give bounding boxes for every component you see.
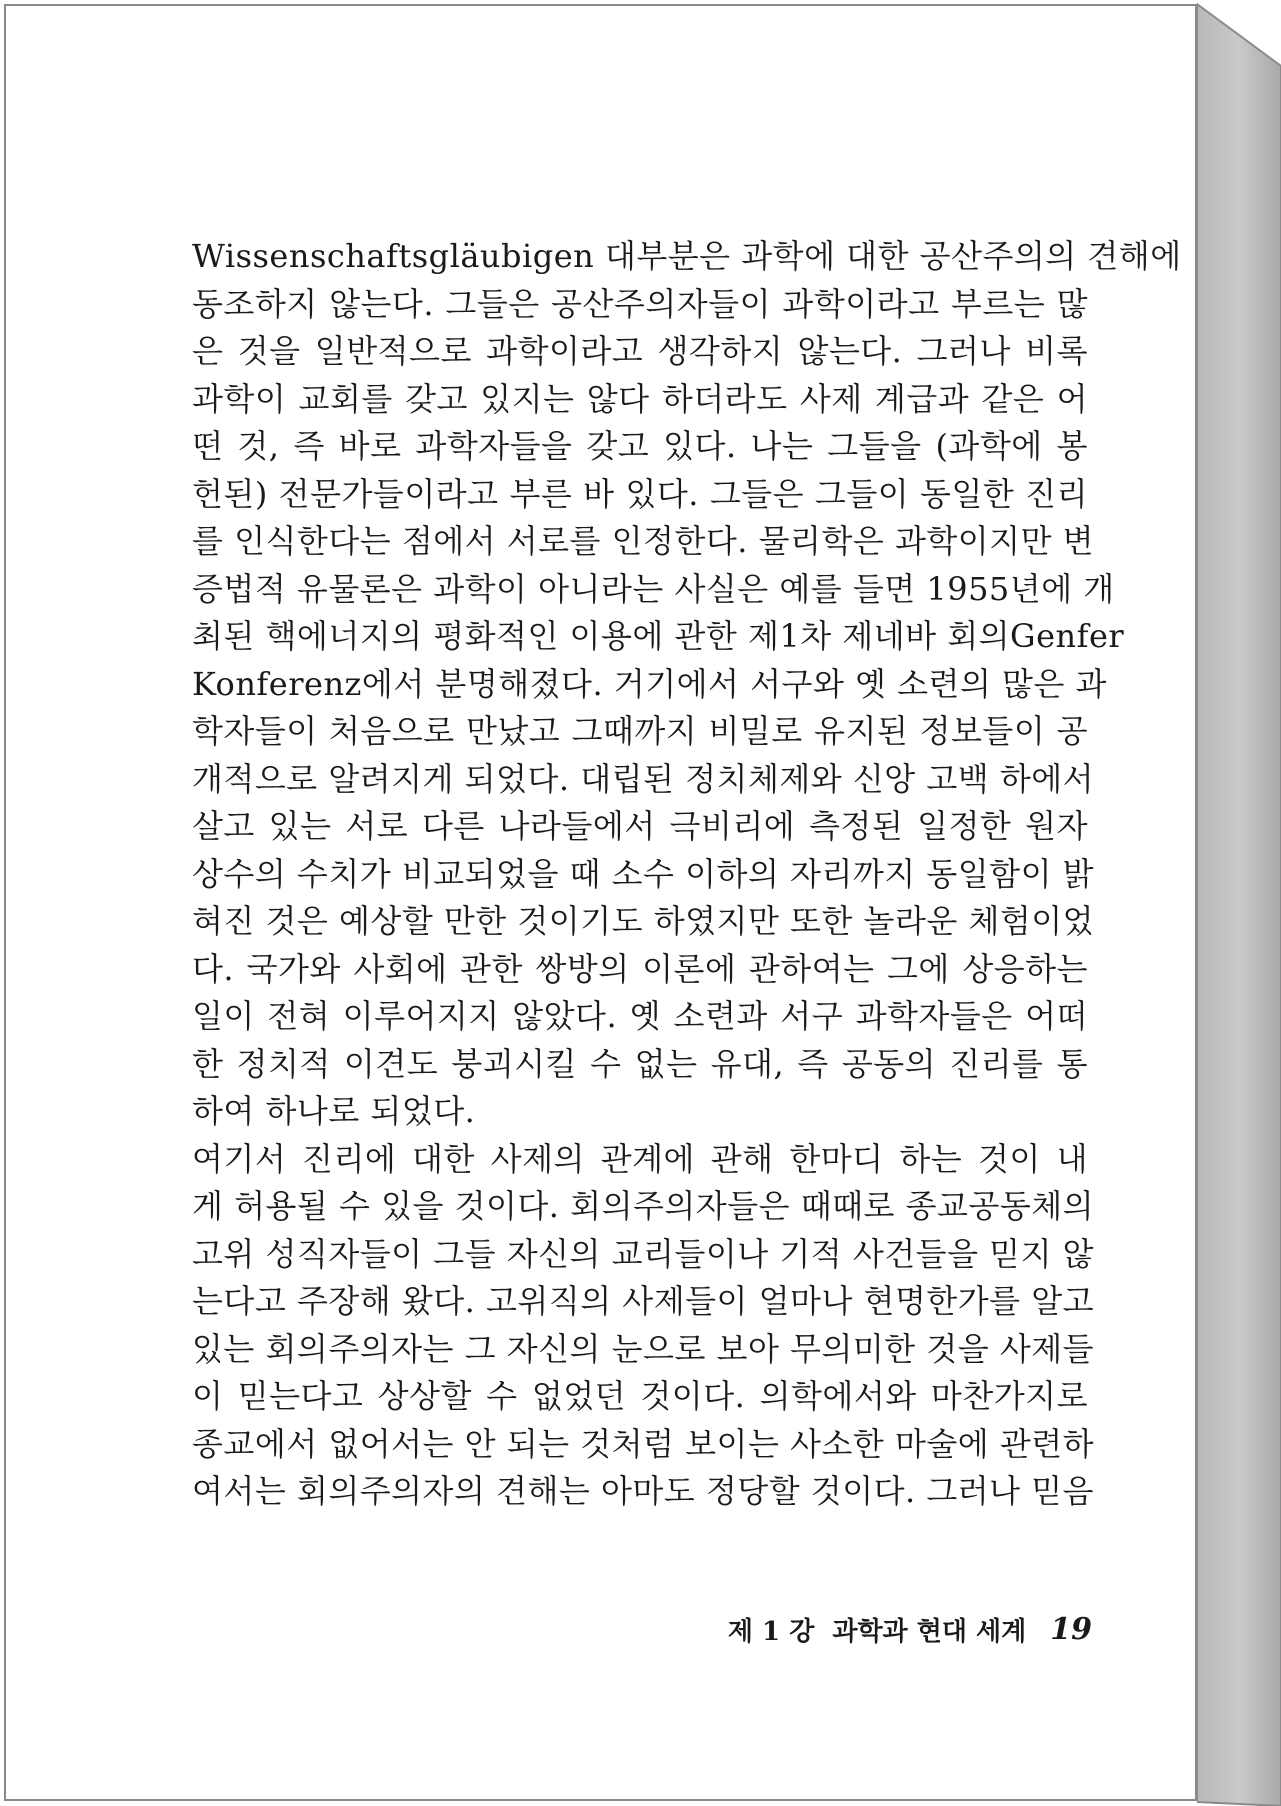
text-line: 여기서 진리에 대한 사제의 관계에 관해 한마디 하는 것이 내	[192, 1139, 1088, 1178]
text-line: 최된 핵에너지의 평화적인 이용에 관한 제1차 제네바 회의Genfer	[192, 617, 1125, 655]
text-line: 이 믿는다고 상상할 수 없었던 것이다. 의학에서와 마찬가지로	[192, 1377, 1088, 1415]
text-line: 종교에서 없어서는 안 되는 것처럼 보이는 사소한 마술에 관련하	[192, 1424, 1095, 1463]
footer-chapter: 제 1 강	[727, 1616, 815, 1647]
page-number: 19	[1050, 1611, 1092, 1647]
footer-title: 과학과 현대 세계	[832, 1616, 1027, 1647]
text-line: 게 허용될 수 있을 것이다. 회의주의자들은 때때로 종교공동체의	[192, 1187, 1095, 1225]
text-line: 여서는 회의주의자의 견해는 아마도 정당할 것이다. 그러나 믿음	[192, 1472, 1095, 1510]
text-line: 살고 있는 서로 다른 나라들에서 극비리에 측정된 일정한 원자	[192, 807, 1088, 845]
text-line: Wissenschaftsgläubigen 대부분은 과학에 대한 공산주의의 견해에	[192, 237, 1182, 275]
text-line: 은 것을 일반적으로 과학이라고 생각하지 않는다. 그러나 비록	[192, 332, 1088, 370]
text-line: 는다고 주장해 왔다. 고위직의 사제들이 얼마나 현명한가를 알고	[192, 1282, 1095, 1320]
text-line: 증법적 유물론은 과학이 아니라는 사실은 예를 들면 1955년에 개	[192, 569, 1115, 608]
book-page	[4, 4, 1197, 1801]
text-line: 헌된) 전문가들이라고 부른 바 있다. 그들은 그들이 동일한 진리	[192, 474, 1088, 513]
text-line: 떤 것, 즉 바로 과학자들을 갖고 있다. 나는 그들을 (과학에 봉	[192, 427, 1088, 465]
text-line: 과학이 교회를 갖고 있지는 않다 하더라도 사제 계급과 같은 어	[192, 379, 1088, 418]
text-line: 일이 전혀 이루어지지 않았다. 옛 소련과 서구 과학자들은 어떠	[192, 997, 1088, 1035]
text-line: 를 인식한다는 점에서 서로를 인정한다. 물리학은 과학이지만 변	[192, 522, 1095, 560]
text-line: 고위 성직자들이 그들 자신의 교리들이나 기적 사건들을 믿지 않	[192, 1234, 1095, 1273]
book-edge	[1197, 0, 1281, 1806]
text-line: Konferenz에서 분명해졌다. 거기에서 서구와 옛 소련의 많은 과	[192, 664, 1107, 703]
text-line: 한 정치적 이견도 붕괴시킬 수 없는 유대, 즉 공동의 진리를 통	[192, 1044, 1088, 1083]
text-line: 동조하지 않는다. 그들은 공산주의자들이 과학이라고 부르는 많	[192, 284, 1088, 323]
text-line: 하여 하나로 되었다.	[192, 1092, 476, 1130]
text-line: 개적으로 알려지게 되었다. 대립된 정치체제와 신앙 고백 하에서	[192, 759, 1095, 798]
body-text	[192, 233, 1182, 1516]
running-footer	[692, 1604, 1092, 1654]
text-line: 혀진 것은 예상할 만한 것이기도 하였지만 또한 놀라운 체험이었	[192, 902, 1095, 940]
text-line: 있는 회의주의자는 그 자신의 눈으로 보아 무의미한 것을 사제들	[192, 1329, 1095, 1368]
text-line: 상수의 수치가 비교되었을 때 소수 이하의 자리까지 동일함이 밝	[192, 854, 1095, 893]
text-line: 학자들이 처음으로 만났고 그때까지 비밀로 유지된 정보들이 공	[192, 712, 1088, 750]
text-line: 다. 국가와 사회에 관한 쌍방의 이론에 관하여는 그에 상응하는	[192, 949, 1088, 988]
